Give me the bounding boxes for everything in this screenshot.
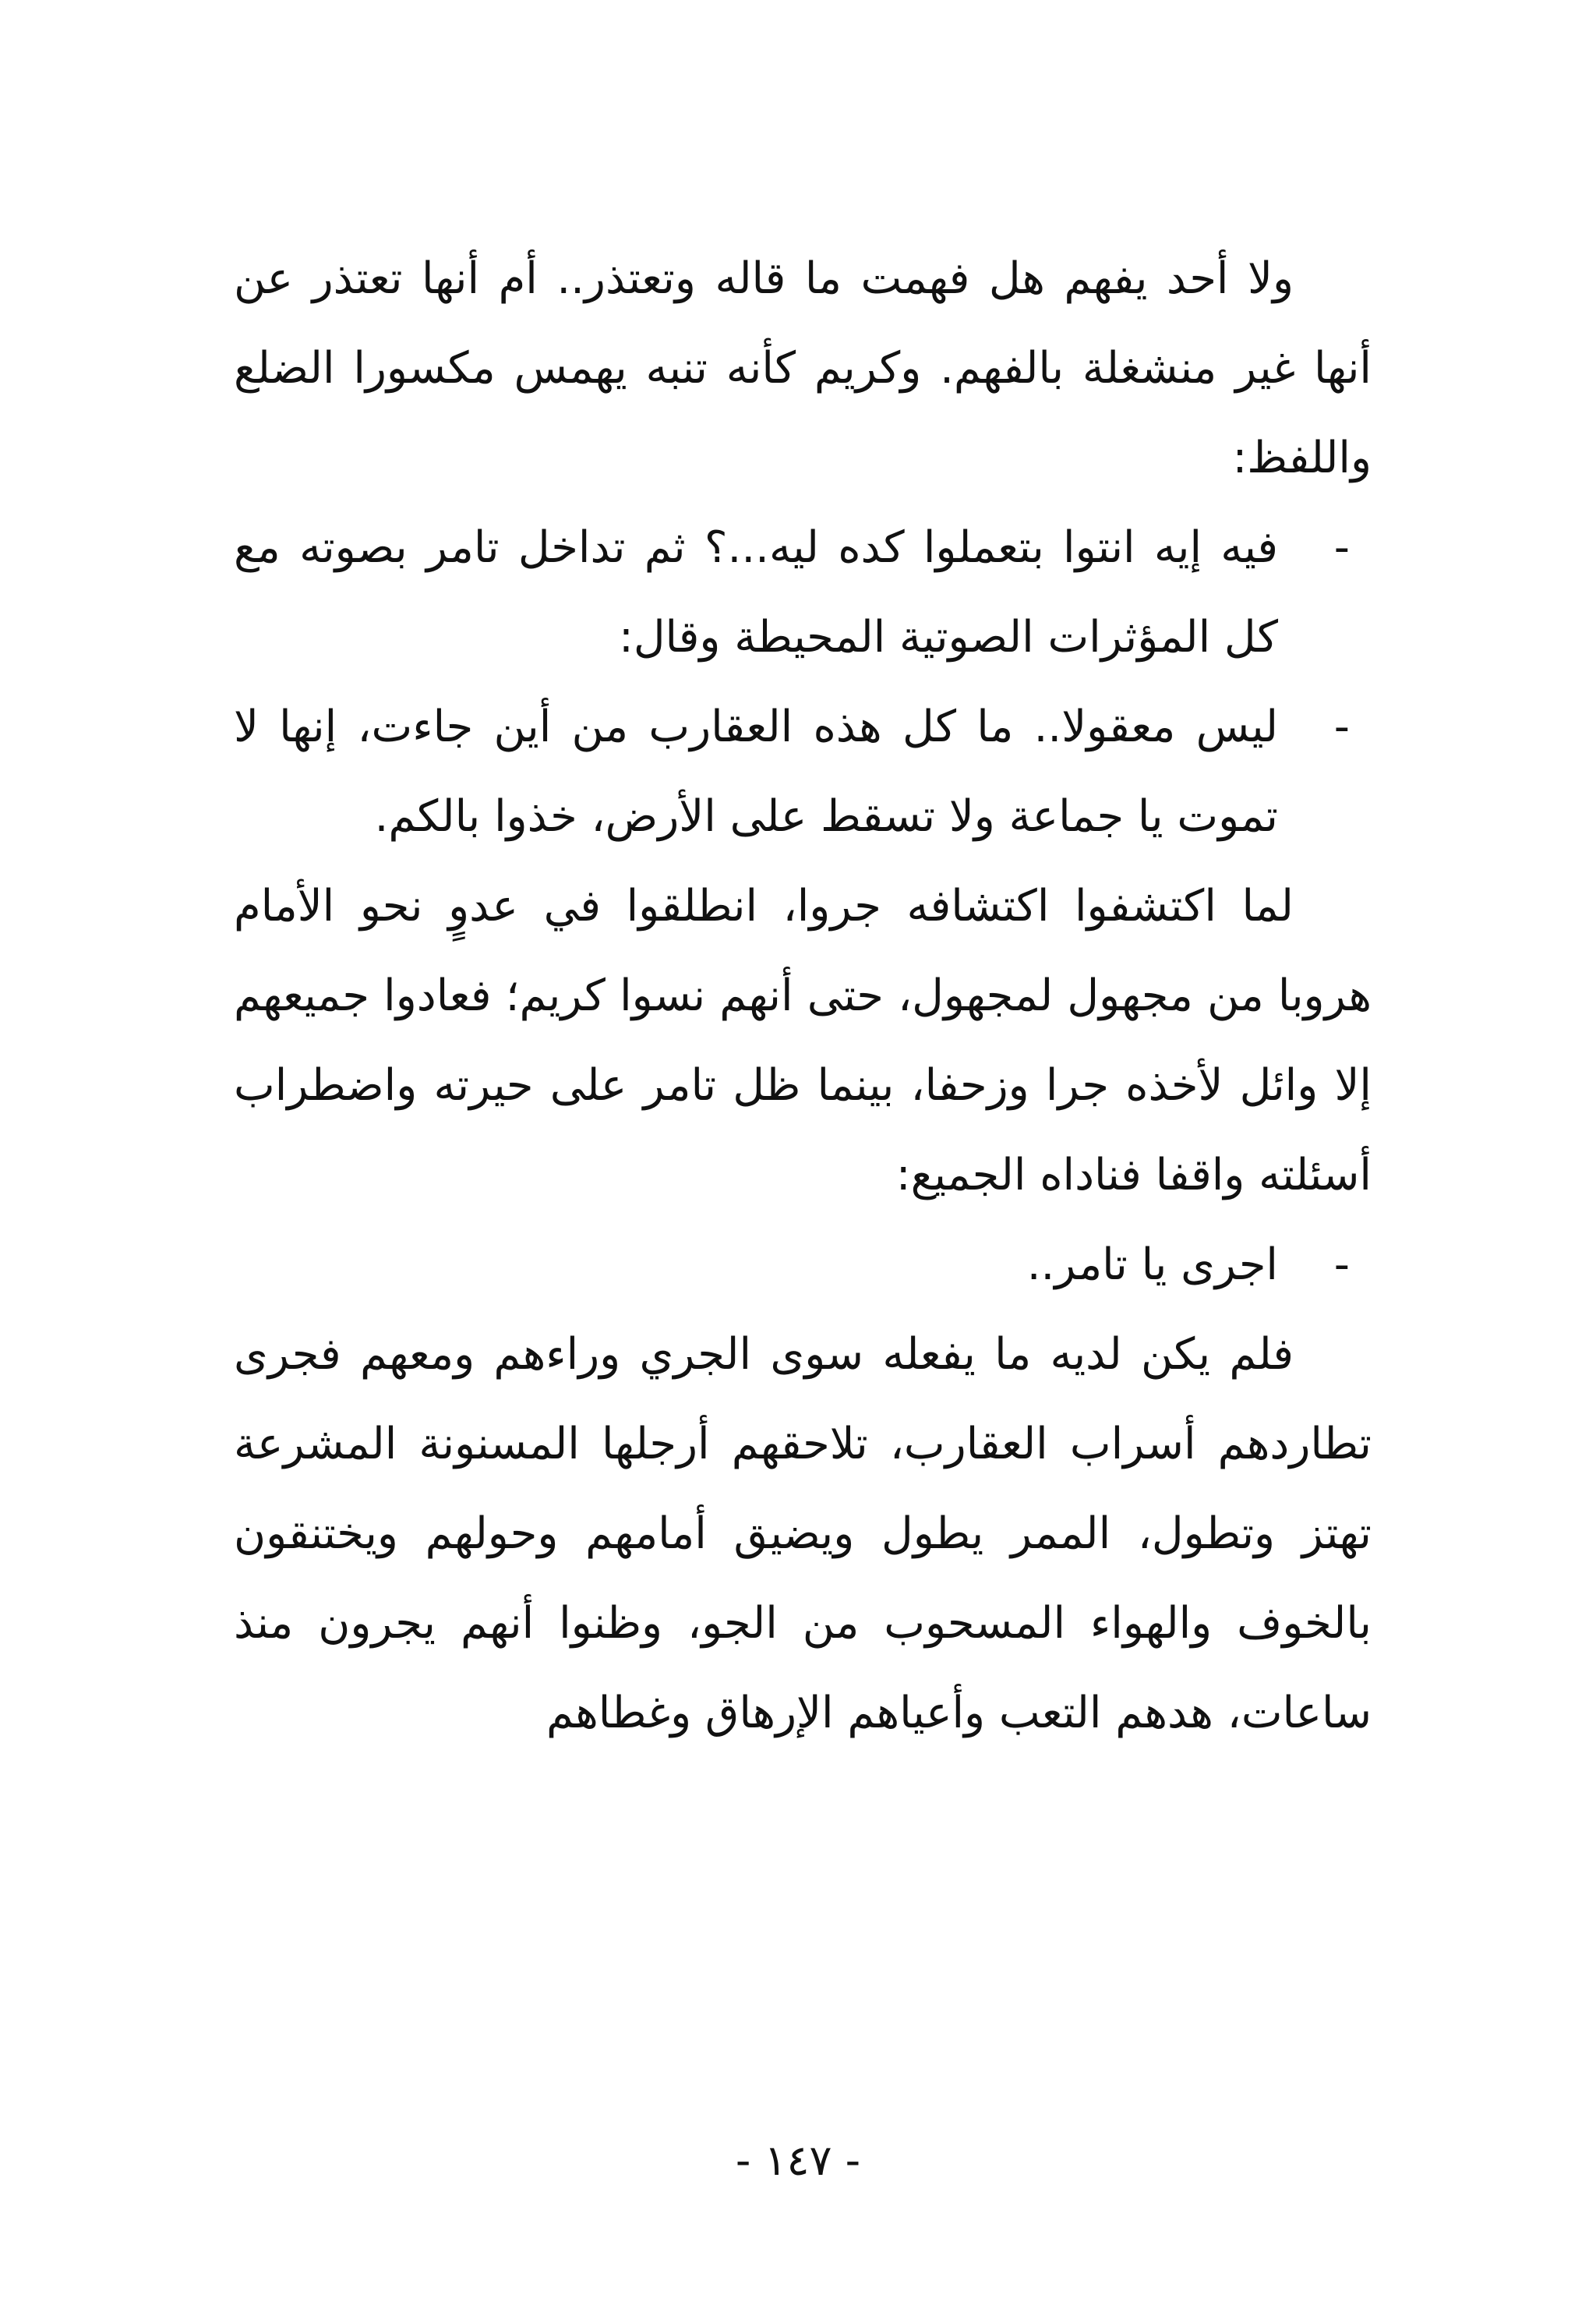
dialogue-text: ليس معقولا.. ما كل هذه العقارب من أين جاءت، إنها لا تموت يا جماعة ولا تسقط على الأرض، خذوا بالكم. xyxy=(234,702,1278,842)
dialogue-dash: - xyxy=(1333,522,1350,573)
paragraph-1: ولا أحد يفهم هل فهمت ما قاله وتعتذر.. أم أنها تعتذر عن أنها غير منشغلة بالفهم. وكريم كأنه تنبه يهمس مكسورا الضلع واللفظ: xyxy=(234,253,1372,483)
dialogue-text: فيه إيه انتوا بتعملوا كده ليه...؟ ثم تداخل تامر بصوته مع كل المؤثرات الصوتية المحيطة وقال: xyxy=(234,522,1278,663)
dialogue-line-1 xyxy=(234,503,1372,682)
dialogue-dash: - xyxy=(1333,1239,1350,1290)
dialogue-line-2 xyxy=(234,682,1372,861)
dialogue-text: اجرى يا تامر.. xyxy=(1026,1239,1278,1290)
page-number: - ١٤٧ - xyxy=(735,2136,861,2185)
dialogue-line-3 xyxy=(234,1220,1372,1310)
paragraph-2: لما اكتشفوا اكتشافه جروا، انطلقوا في عدوٍ نحو الأمام هروبا من مجهول لمجهول، حتى أنهم نسوا كريم؛ فعادوا جميعهم إلا وائل لأخذه جرا وزحفا، بينما ظل تامر على حيرته واضطراب أسئلته واقفا فناداه الجميع: xyxy=(234,881,1372,1200)
dialogue-dash: - xyxy=(1333,702,1350,752)
page-body xyxy=(234,234,1372,1758)
paragraph-3: فلم يكن لديه ما يفعله سوى الجري وراءهم ومعهم فجرى تطاردهم أسراب العقارب، تلاحقهم أرجلها المسنونة المشرعة تهتز وتطول، الممر يطول ويضيق أمامهم وحولهم ويختنقون بالخوف والهواء المسحوب من الجو، وظنوا أنهم يجرون منذ ساعات، هدهم التعب وأعياهم الإرهاق وغطاهم xyxy=(234,1329,1372,1738)
